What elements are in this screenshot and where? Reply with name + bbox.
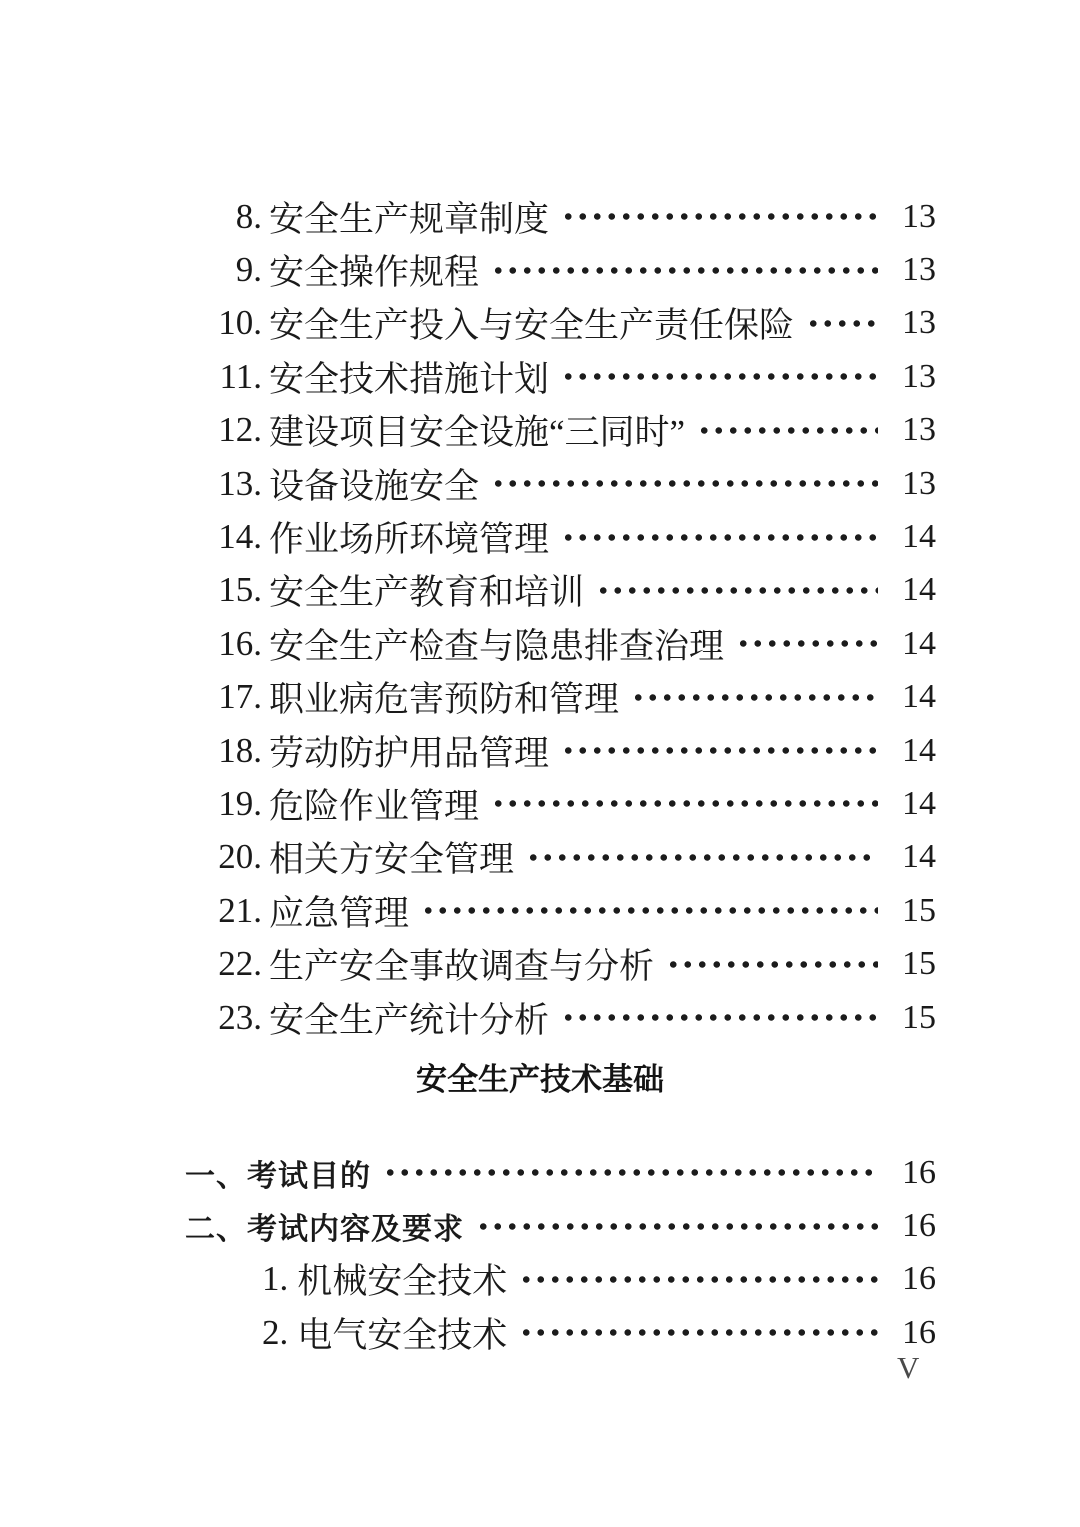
page-number: 16 <box>902 1153 936 1191</box>
toc-entry <box>185 297 942 350</box>
toc-entry-title: 安全操作规程 <box>269 253 480 293</box>
page-number: 15 <box>902 998 936 1036</box>
toc-entry <box>185 564 942 617</box>
toc-entry <box>185 190 942 243</box>
toc-entry <box>185 1199 942 1252</box>
dot-leader <box>491 479 878 488</box>
toc-entry-title: 职业病危害预防和管理 <box>269 680 620 720</box>
toc-entry <box>185 671 942 724</box>
dot-leader <box>561 212 878 221</box>
page-number: 13 <box>902 411 936 449</box>
page-number: 14 <box>902 731 936 769</box>
toc-entry-number: 11. <box>219 356 262 396</box>
dot-leader <box>526 853 878 862</box>
toc-entry-number: 19. <box>218 783 262 823</box>
toc-entry-title: 电气安全技术 <box>297 1315 508 1355</box>
toc-entry <box>185 510 942 563</box>
page-number: 16 <box>902 1260 936 1298</box>
toc-list-upper <box>185 190 942 1044</box>
toc-entry <box>185 724 942 777</box>
toc-entry-number: 10. <box>218 303 262 343</box>
page-number: 15 <box>902 891 936 929</box>
toc-entry-number: 9. <box>235 250 262 290</box>
toc-entry-title: 机械安全技术 <box>297 1262 508 1302</box>
dot-leader <box>491 266 878 275</box>
dot-leader <box>519 1328 878 1337</box>
toc-entry-number: 22. <box>218 944 262 984</box>
toc-entry <box>185 243 942 296</box>
toc-entry <box>185 1146 942 1199</box>
toc-entry-number: 12. <box>218 410 262 450</box>
dot-leader <box>736 639 878 648</box>
toc-entry <box>185 617 942 670</box>
page-number: 14 <box>902 518 936 556</box>
dot-leader <box>561 1013 878 1022</box>
page-number: 13 <box>902 464 936 502</box>
toc-entry-title: 安全生产统计分析 <box>269 1000 550 1040</box>
page-number: 14 <box>902 838 936 876</box>
page-number: 13 <box>902 357 936 395</box>
toc-entry-number: 14. <box>218 517 262 557</box>
dot-leader <box>561 372 878 381</box>
page-number: 15 <box>902 945 936 983</box>
page-number: 13 <box>902 304 936 342</box>
toc-entry-title: 生产安全事故调查与分析 <box>269 947 655 987</box>
toc-entry <box>185 777 942 830</box>
page-roman-numeral: V <box>897 1350 920 1385</box>
dot-leader <box>383 1168 878 1177</box>
dot-leader <box>561 746 878 755</box>
section-heading: 安全生产技术基础 <box>416 1062 664 1097</box>
toc-entry <box>185 404 942 457</box>
toc-entry-number: 2. <box>262 1312 289 1352</box>
toc-entry-title: 设备设施安全 <box>269 466 480 506</box>
toc-entry-number: 16. <box>218 623 262 663</box>
dot-leader <box>421 906 878 915</box>
dot-leader <box>806 319 878 328</box>
dot-leader <box>519 1275 878 1284</box>
toc-entry-title: 危险作业管理 <box>269 786 480 826</box>
toc-entry <box>185 1306 942 1359</box>
toc-entry-title: 安全生产投入与安全生产责任保险 <box>269 306 795 346</box>
toc-entry <box>185 991 942 1044</box>
toc-entry-title: 相关方安全管理 <box>269 840 515 880</box>
toc-entry-title: 安全技术措施计划 <box>269 359 550 399</box>
dot-leader <box>631 693 878 702</box>
toc-entry-title: 作业场所环境管理 <box>269 520 550 560</box>
page-number: 14 <box>902 624 936 662</box>
toc-entry-title: 安全生产教育和培训 <box>269 573 585 613</box>
toc-entry-number: 15. <box>218 570 262 610</box>
dot-leader <box>561 533 878 542</box>
toc-entry <box>185 884 942 937</box>
toc-entry <box>185 457 942 510</box>
toc-entry <box>185 831 942 884</box>
page-number: 14 <box>902 571 936 609</box>
dot-leader <box>697 426 878 435</box>
page-number: 13 <box>902 251 936 289</box>
dot-leader <box>596 586 878 595</box>
toc-list-lower <box>185 1146 942 1360</box>
toc-entry-title: 劳动防护用品管理 <box>269 733 550 773</box>
toc-entry-title: 安全生产规章制度 <box>269 199 550 239</box>
toc-entry-number: 20. <box>218 837 262 877</box>
page-number: 14 <box>902 784 936 822</box>
dot-leader <box>476 1222 878 1231</box>
toc-entry-title: 建设项目安全设施“三同时” <box>269 413 686 453</box>
toc-entry-title: 应急管理 <box>269 893 410 933</box>
toc-entry <box>185 937 942 990</box>
toc-entry-number: 23. <box>218 997 262 1037</box>
toc-entry-title: 二、考试内容及要求 <box>185 1213 464 1247</box>
dot-leader <box>666 960 878 969</box>
page-number: 16 <box>902 1313 936 1351</box>
toc-entry-number: 8. <box>235 196 262 236</box>
toc-entry-number: 13. <box>218 463 262 503</box>
toc-entry <box>185 350 942 403</box>
dot-leader <box>491 799 878 808</box>
page-number: 14 <box>902 678 936 716</box>
toc-entry-number: 1. <box>262 1259 289 1299</box>
page-number: 16 <box>902 1207 936 1245</box>
toc-entry-number: 17. <box>218 677 262 717</box>
page-number: 13 <box>902 197 936 235</box>
toc-entry-number: 21. <box>218 890 262 930</box>
toc-entry-title: 安全生产检查与隐患排查治理 <box>269 626 725 666</box>
toc-entry <box>185 1253 942 1306</box>
toc-entry-number: 18. <box>218 730 262 770</box>
toc-entry-title: 一、考试目的 <box>185 1159 371 1193</box>
